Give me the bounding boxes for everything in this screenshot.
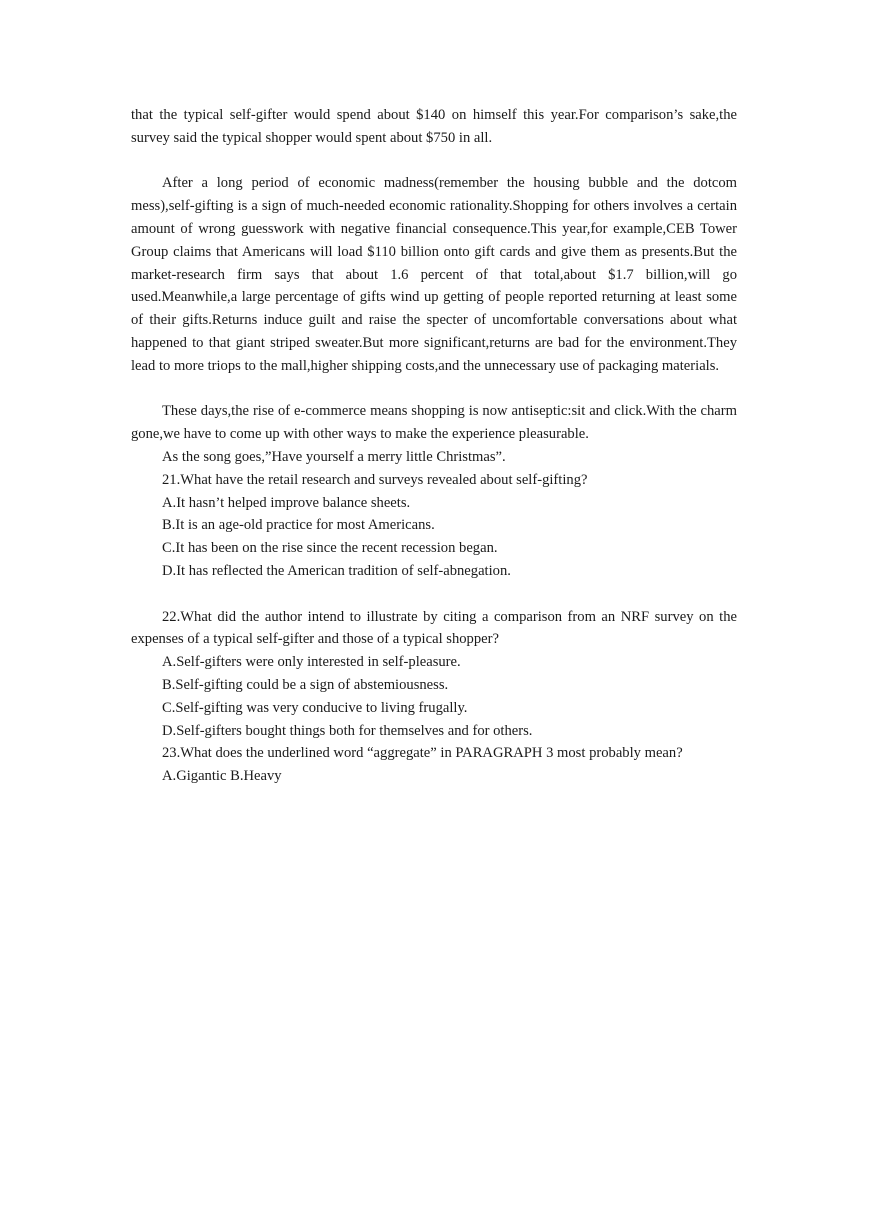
question-22-option-b: B.Self-gifting could be a sign of abstemiousness. (162, 676, 449, 693)
question-23-stem: 23.What does the underlined word “aggregate” in PARAGRAPH 3 most probably mean? (162, 745, 683, 762)
question-22-option-c: C.Self-gifting was very conducive to living frugally. (162, 699, 468, 716)
paragraph-economic-rationality: After a long period of economic madness(remember the housing bubble and the dotcom mess),self-gifting is a sign of much-needed economic rationality.Shopping for others involves a certain amount of wrong guesswork with negative financial consequence.This year,for example,CEB Tower Group claims that Americans will load $110 billion onto gift cards and give them as presents.But the market-research firm says that about 1.6 percent of that total,about $1.7 billion,will go used.Meanwhile,a large percentage of gifts wind up getting of people reported returning at least some of their gifts.Returns induce guilt and raise the specter of uncomfortable conversations about what happened to that giant striped sweater.But more significant,returns are bad for the environment.They lead to more triops to the mall,higher shipping costs,and the unnecessary use of packaging materials. (131, 175, 737, 374)
question-21-stem: 21.What have the retail research and surveys revealed about self-gifting? (162, 471, 588, 488)
question-21-option-a: A.It hasn’t helped improve balance sheets. (162, 494, 411, 511)
question-22-option-a: A.Self-gifters were only interested in self-pleasure. (162, 654, 461, 671)
question-21-option-d: D.It has reflected the American tradition of self-abnegation. (162, 562, 511, 579)
question-23-options-a-b: A.Gigantic B.Heavy (162, 768, 282, 785)
paragraph-song: As the song goes,”Have yourself a merry little Christmas”. (162, 448, 506, 465)
question-22-option-d: D.Self-gifters bought things both for themselves and for others. (162, 722, 533, 739)
paragraph-e-commerce: These days,the rise of e-commerce means shopping is now antiseptic:sit and click.With the charm gone,we have to come up with other ways to make the experience pleasurable. (131, 403, 737, 443)
question-22-stem: 22.What did the author intend to illustrate by citing a comparison from an NRF survey on the expenses of a typical self-gifter and those of a typical shopper? (131, 608, 737, 648)
question-21-option-b: B.It is an age-old practice for most Americans. (162, 517, 435, 534)
document-page (131, 104, 737, 788)
paragraph-continuation: that the typical self-gifter would spend about $140 on himself this year.For comparison’s sake,the survey said the typical shopper would spent about $750 in all. (131, 107, 737, 146)
question-21-option-c: C.It has been on the rise since the recent recession began. (162, 540, 498, 557)
